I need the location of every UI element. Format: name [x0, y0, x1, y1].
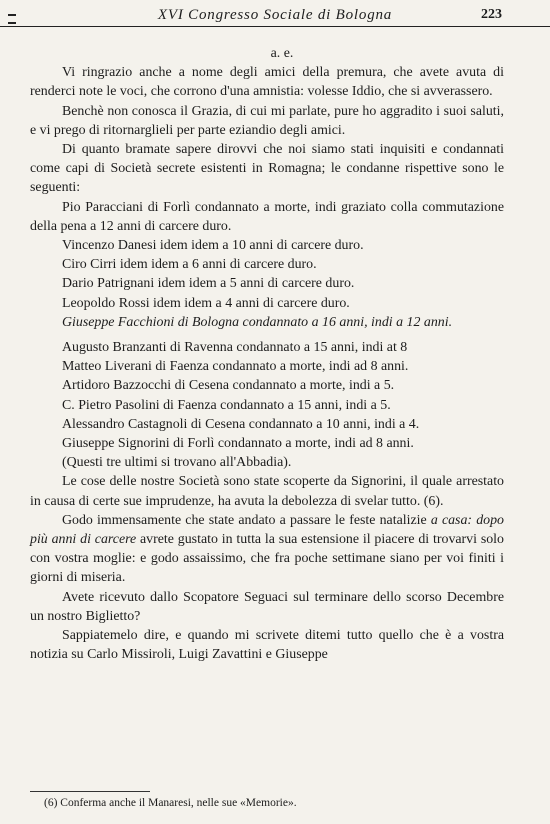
- sentence-line: C. Pietro Pasolini di Faenza condannato a 15 anni, indi a 5.: [62, 397, 391, 413]
- letter-body: [30, 44, 504, 665]
- sentence-line: Ciro Cirri idem idem a 6 anni di carcere duro.: [62, 257, 317, 273]
- footnote-rule: [30, 791, 150, 792]
- salutation: a. e.: [270, 46, 294, 61]
- sentence-note-abbadia: (Questi tre ultimi si trovano all'Abbadia).: [62, 455, 292, 471]
- sentence-line: Dario Patrignani idem idem a 5 anni di carcere duro.: [62, 276, 355, 292]
- paragraph-sentences-intro: Di quanto bramate sapere dirovvi che noi siamo stati inquisiti e condannati come capi di Società secrete esistenti in Romagna; le condanne rispettive sono le seguenti:: [30, 142, 504, 196]
- running-title: XVI Congresso Sociale di Bologna: [157, 7, 393, 23]
- paragraph-grazia: Benchè non conosca il Grazia, di cui mi parlate, pure ho aggradito i suoi saluti, e vi prego di ritornarglieli per parte eziandio degli amici.: [30, 103, 504, 138]
- paragraph-christmas: [30, 511, 504, 588]
- page-number: 223: [481, 7, 502, 22]
- paragraph-paracciani: Pio Paracciani di Forlì condannato a morte, indi graziato colla commutazione della pena a 12 anni di carcere duro.: [30, 199, 504, 234]
- paragraph-biglietto: Avete ricevuto dallo Scopatore Seguaci sul terminare dello scorso Decembre un nostro Biglietto?: [30, 589, 504, 624]
- sentence-facchioni-text: Giuseppe Facchioni di Bologna condannato a 16 anni, indi a 12 anni.: [62, 314, 453, 330]
- sentence-line: Augusto Branzanti di Ravenna condannato a 15 anni, indi at 8: [62, 340, 408, 356]
- paragraph-amnesty: Vi ringrazio anche a nome degli amici della premura, che avete avuta di renderci note le voci, che corrono d'una amnistia: volesse Iddio, che si avverassero.: [30, 65, 504, 100]
- paragraph-missiroli: Sappiatemelo dire, e quando mi scrivete ditemi tutto quello che è a vostra notizia su Carlo Missiroli, Luigi Zavattini e Giuseppe: [30, 628, 504, 663]
- sentence-line: Vincenzo Danesi idem idem a 10 anni di carcere duro.: [62, 238, 364, 254]
- christmas-text-italic: a casa: dopo più anni di carcere: [30, 512, 504, 548]
- sentence-line: Alessandro Castagnoli di Cesena condannato a 10 anni, indi a 4.: [62, 416, 420, 432]
- footnote: (6) Conferma anche il Manaresi, nelle sue «Memorie».: [44, 797, 297, 809]
- christmas-text-end: avrete gustato in tutta la sua estensione il piacere di trovarvi solo con vostra moglie: e godo assaissimo, che fra poche settimane siano per voi finiti i giorni di miseria.: [30, 532, 504, 586]
- sentence-line: Giuseppe Signorini di Forlì condannato a morte, indi ad 8 anni.: [62, 436, 414, 452]
- running-header: [0, 4, 550, 27]
- sentence-facchioni: [30, 313, 504, 332]
- sentence-line: Matteo Liverani di Faenza condannato a morte, indi ad 8 anni.: [62, 359, 409, 375]
- christmas-text-start: Godo immensamente che state andato a passare le feste natalizie: [62, 512, 431, 528]
- sentence-line: Leopoldo Rossi idem idem a 4 anni di carcere duro.: [62, 295, 350, 311]
- paragraph-signorini: Le cose delle nostre Società sono state scoperte da Signorini, il quale arrestato in causa di certe sue imprudenze, ha avuta la debolezza di svelar tutto. (6).: [30, 474, 504, 509]
- sentence-line: Artidoro Bazzocchi di Cesena condannato a morte, indi a 5.: [62, 378, 395, 394]
